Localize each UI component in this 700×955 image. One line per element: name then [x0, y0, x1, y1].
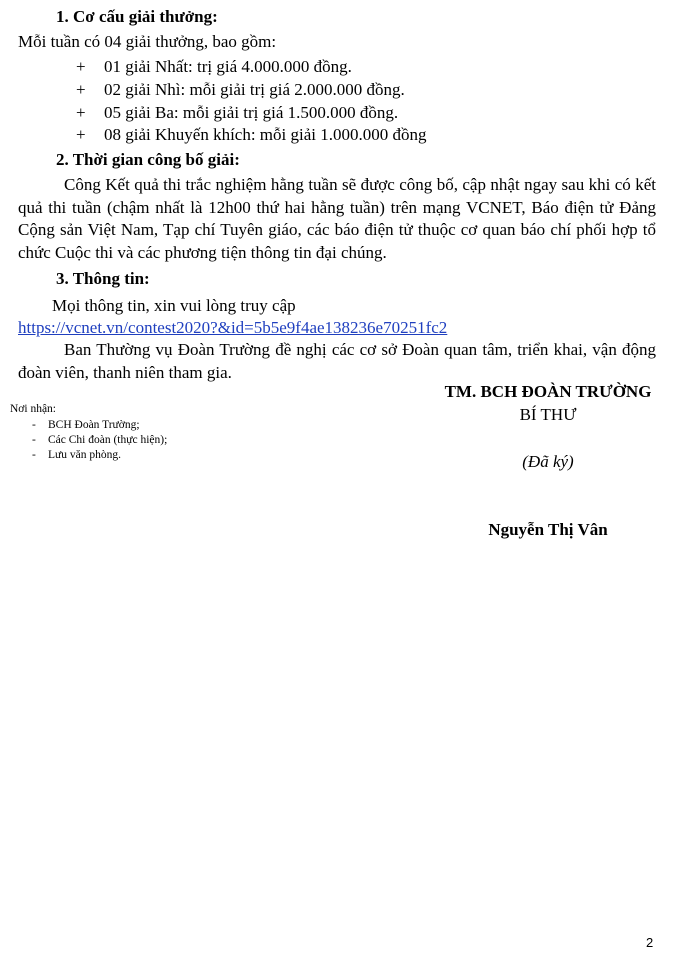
- bullet-plus: +: [76, 57, 86, 76]
- signature-title: BÍ THƯ: [519, 405, 577, 424]
- list-item: [32, 418, 140, 433]
- section-2-heading: 2. Thời gian công bố giải:: [56, 150, 240, 169]
- prize-third: 05 giải Ba: mỗi giải trị giá 1.500.000 đồng.: [104, 103, 399, 122]
- section-1-intro: Mỗi tuần có 04 giải thưởng, bao gồm:: [18, 32, 277, 51]
- bullet-plus: +: [76, 125, 86, 144]
- contest-link[interactable]: https://vcnet.vn/contest2020?&id=5b5e9f4ae138236e70251fc2: [18, 318, 448, 337]
- list-item: [32, 448, 121, 463]
- section-3-heading: 3. Thông tin:: [56, 269, 150, 288]
- recipient-text: Các Chi đoàn (thực hiện);: [48, 434, 168, 446]
- page-number: 2: [646, 935, 654, 950]
- recipients-label: Nơi nhận:: [10, 403, 57, 415]
- section-1-heading: 1. Cơ cấu giải thưởng:: [56, 7, 218, 26]
- bullet-plus: +: [76, 103, 86, 122]
- prize-second: 02 giải Nhì: mỗi giải trị giá 2.000.000 đồng.: [104, 80, 405, 99]
- section-2-paragraph: Công Kết quả thi trắc nghiệm hằng tuần sẽ được công bố, cập nhật ngay sau khi có kết quả thi tuần (chậm nhất là 12h00 thứ hai hằng tuần) trên mạng VCNET, Báo điện tử Đảng Cộng sản Việt Nam, Tạp chí Tuyên giáo, các báo điện tử thuộc cơ quan báo chí phối hợp tổ chức Cuộc thi và các phương tiện thông tin đại chúng.: [18, 175, 656, 262]
- dash-marker: -: [32, 419, 36, 431]
- signature-name: Nguyễn Thị Vân: [488, 520, 608, 539]
- recipient-text: Lưu văn phòng.: [48, 449, 121, 461]
- section-3-intro: Mọi thông tin, xin vui lòng truy cập: [52, 296, 296, 315]
- recipient-text: BCH Đoàn Trường;: [48, 419, 140, 431]
- signature-org: TM. BCH ĐOÀN TRƯỜNG: [444, 382, 652, 401]
- dash-marker: -: [32, 449, 36, 461]
- section-3-paragraph: Ban Thường vụ Đoàn Trường đề nghị các cơ sở Đoàn quan tâm, triển khai, vận động đoàn viên, thanh niên tham gia.: [18, 340, 656, 382]
- signature-signed-note: (Đã ký): [522, 452, 574, 471]
- dash-marker: -: [32, 434, 36, 446]
- prize-first: 01 giải Nhất: trị giá 4.000.000 đồng.: [104, 57, 352, 76]
- list-item: [32, 433, 167, 448]
- prize-consolation: 08 giải Khuyến khích: mỗi giải 1.000.000 đồng: [104, 125, 427, 144]
- bullet-plus: +: [76, 80, 86, 99]
